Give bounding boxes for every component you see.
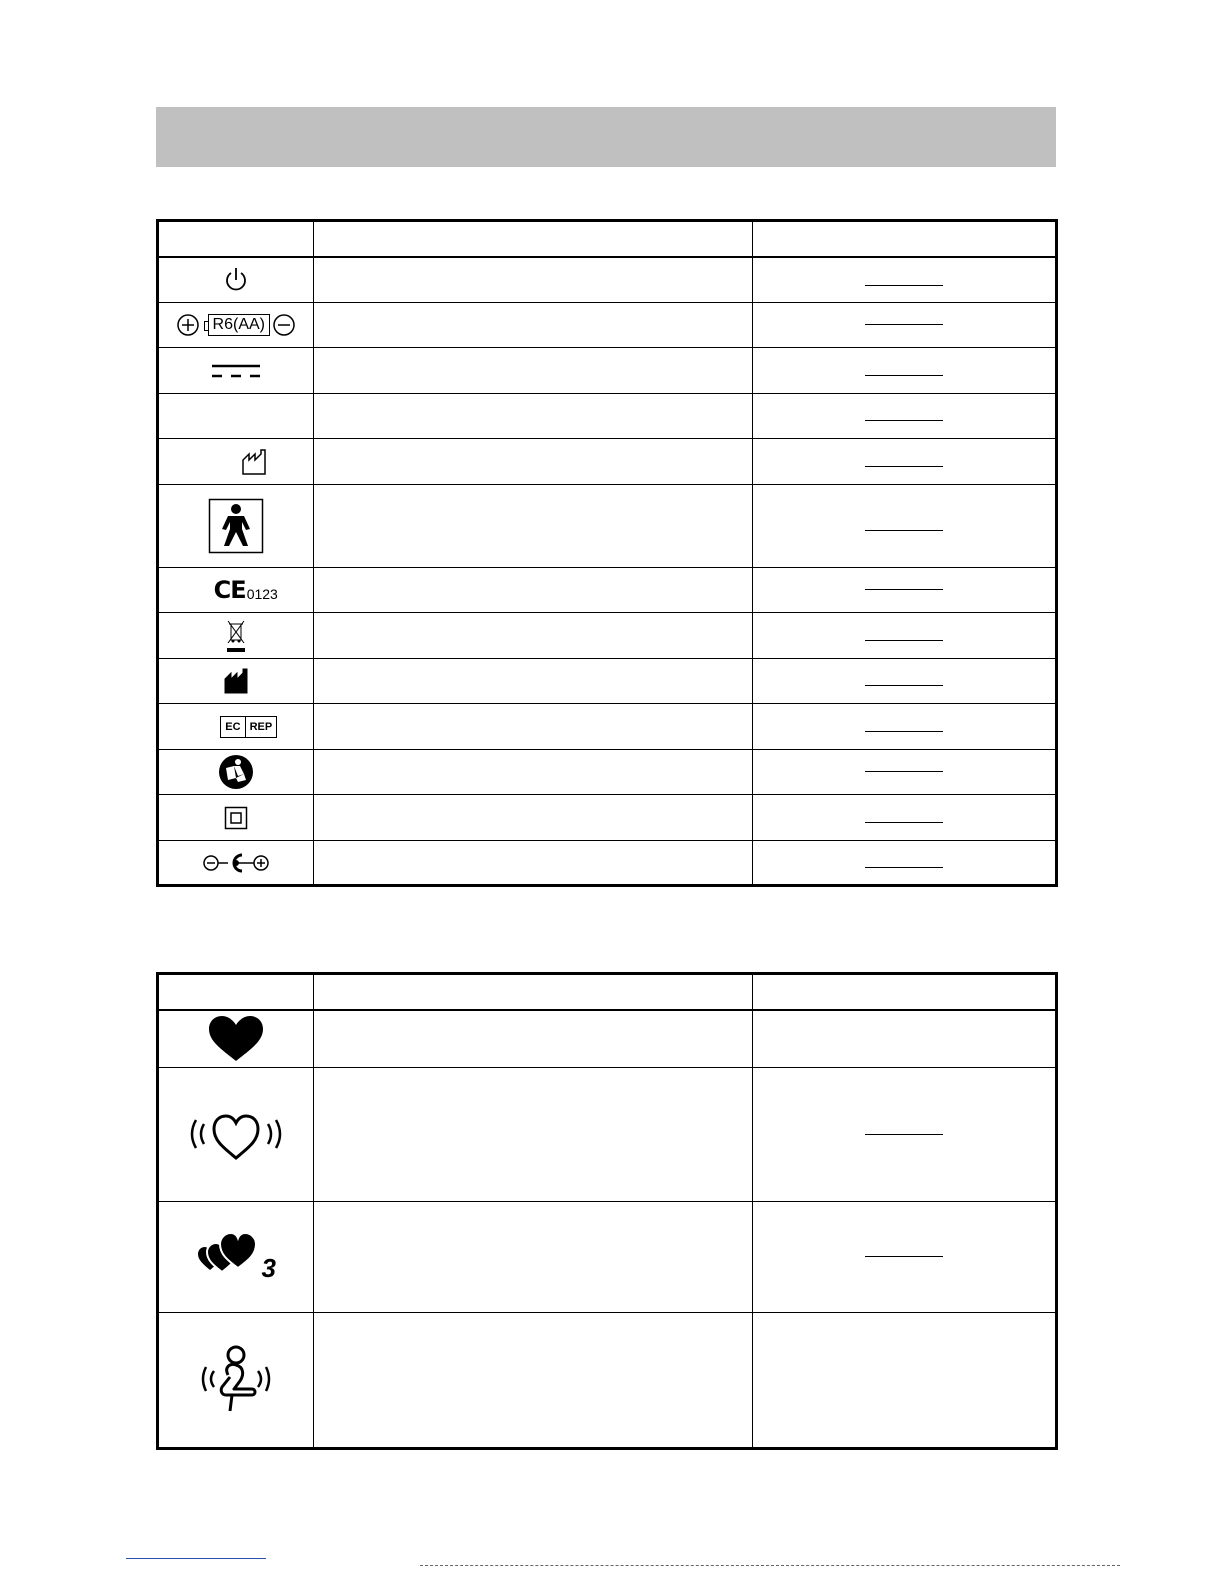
table-header-row <box>158 221 1057 257</box>
row-description <box>313 1202 752 1313</box>
row-function <box>752 348 1056 394</box>
blank-line <box>865 822 943 823</box>
footer-link-line <box>126 1558 266 1559</box>
manufacturer-icon <box>223 667 249 695</box>
footer-divider <box>420 1565 1120 1566</box>
row-function <box>752 613 1056 659</box>
row-description <box>313 659 752 704</box>
table-row <box>158 394 1057 439</box>
row-function <box>752 1010 1056 1068</box>
battery-icon <box>176 313 296 337</box>
header-description <box>313 974 752 1010</box>
row-description <box>313 568 752 613</box>
row-description <box>313 750 752 795</box>
row-description <box>313 1068 752 1202</box>
rep-label: REP <box>245 717 277 737</box>
table-row <box>158 485 1057 568</box>
class-ii-icon <box>224 806 248 830</box>
table-row <box>158 439 1057 485</box>
row-description <box>313 303 752 348</box>
row-function <box>752 485 1056 568</box>
blank-line <box>865 466 943 467</box>
header-symbol <box>158 974 314 1010</box>
row-function <box>752 1068 1056 1202</box>
blank-line <box>865 530 943 531</box>
row-function <box>752 1202 1056 1313</box>
row-description <box>313 613 752 659</box>
type-bf-applied-part-icon <box>208 498 264 554</box>
blank-line <box>865 285 943 286</box>
table-row <box>158 1010 1057 1068</box>
row-description <box>313 1313 752 1449</box>
table-row <box>158 1068 1057 1202</box>
row-function <box>752 841 1056 886</box>
table-row <box>158 841 1057 886</box>
table-row <box>158 613 1057 659</box>
table-row <box>158 568 1057 613</box>
blank-line <box>865 731 943 732</box>
table-row <box>158 257 1057 303</box>
blank-line <box>865 1134 943 1135</box>
table-row <box>158 348 1057 394</box>
row-function <box>752 659 1056 704</box>
table-row <box>158 704 1057 750</box>
table-row <box>158 795 1057 841</box>
blank-line <box>865 589 943 590</box>
header-description <box>313 221 752 257</box>
battery-label: R6(AA) <box>208 314 270 336</box>
power-icon <box>223 266 249 294</box>
row-description <box>313 439 752 485</box>
table-row <box>158 750 1057 795</box>
row-description <box>313 704 752 750</box>
blank-line <box>865 324 943 325</box>
row-description <box>313 1010 752 1068</box>
row-symbol <box>158 394 314 439</box>
row-description <box>313 257 752 303</box>
row-description <box>313 348 752 394</box>
section-header-bar <box>156 107 1056 167</box>
table-header-row <box>158 974 1057 1010</box>
blank-line <box>865 685 943 686</box>
row-function <box>752 568 1056 613</box>
row-description <box>313 841 752 886</box>
blank-line <box>865 640 943 641</box>
row-function <box>752 795 1056 841</box>
weee-bin-icon <box>225 618 247 654</box>
blank-line <box>865 375 943 376</box>
blank-line <box>865 867 943 868</box>
manufacture-date-icon <box>241 448 267 476</box>
blank-line <box>865 1256 943 1257</box>
row-function <box>752 257 1056 303</box>
display-symbols-table <box>156 972 1058 1450</box>
read-manual-icon <box>218 754 254 790</box>
row-function <box>752 704 1056 750</box>
row-function <box>752 1313 1056 1449</box>
irregular-heartbeat-icon <box>188 1108 284 1162</box>
dc-polarity-icon <box>202 851 270 875</box>
row-function <box>752 750 1056 795</box>
table-row <box>158 1313 1057 1449</box>
table-row <box>158 659 1057 704</box>
row-function <box>752 439 1056 485</box>
notified-body-number: 0123 <box>246 586 278 602</box>
row-function <box>752 394 1056 439</box>
header-function <box>752 221 1056 257</box>
direct-current-icon <box>210 361 262 381</box>
ec-rep-icon <box>220 716 277 738</box>
heart-icon <box>207 1015 265 1063</box>
header-function <box>752 974 1056 1010</box>
header-symbol <box>158 221 314 257</box>
blank-line <box>865 771 943 772</box>
ce-mark-icon <box>214 578 278 602</box>
symbols-table <box>156 219 1058 887</box>
table-row <box>158 1202 1057 1313</box>
row-description <box>313 485 752 568</box>
blank-line <box>865 420 943 421</box>
row-description <box>313 394 752 439</box>
ce-mark: CE <box>213 576 246 604</box>
movement-detection-icon <box>196 1345 276 1415</box>
ec-label: EC <box>225 720 241 733</box>
average-3-heart-icon <box>196 1232 272 1282</box>
average-count: 3 <box>261 1252 276 1283</box>
row-function <box>752 303 1056 348</box>
row-description <box>313 795 752 841</box>
table-row <box>158 303 1057 348</box>
